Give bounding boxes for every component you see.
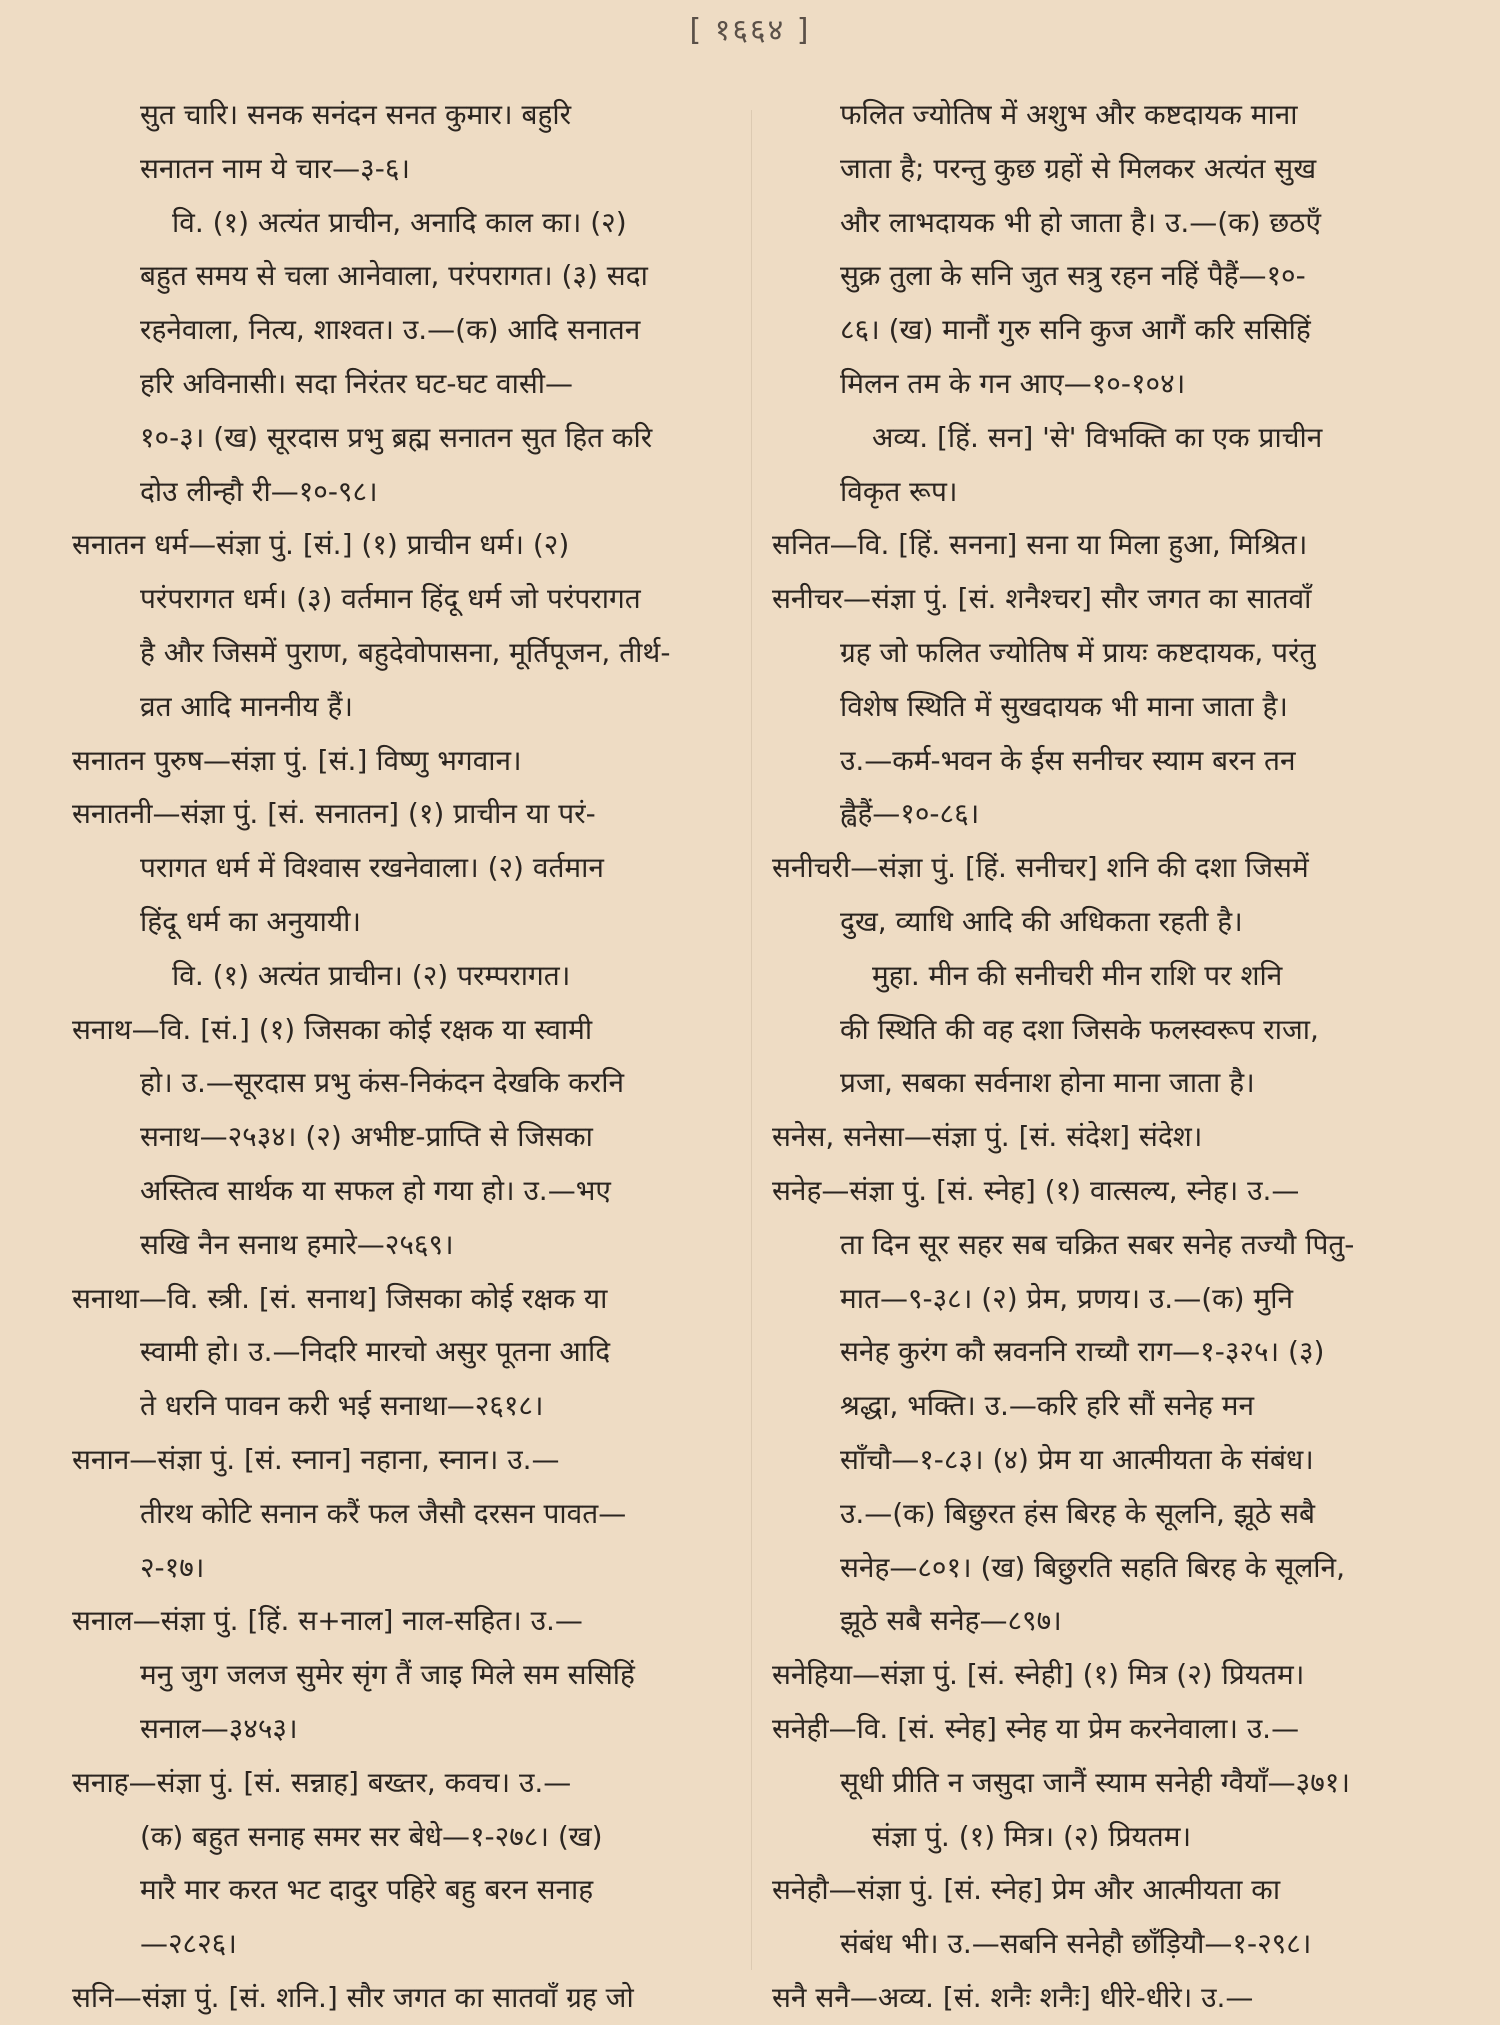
- dictionary-entry: [72, 949, 732, 1003]
- entry-line: की स्थिति की वह दशा जिसके फलस्वरूप राजा,: [840, 1012, 1319, 1046]
- entry-line: संज्ञा पुं. (१) मित्र। (२) प्रियतम।: [872, 1819, 1192, 1853]
- entry-line: ता दिन सूर सहर सब चक्रित सबर सनेह तज्यौ पितु-: [840, 1227, 1355, 1261]
- entry-line: जाता है; परन्तु कुछ ग्रहों से मिलकर अत्यंत सुख: [840, 151, 1317, 185]
- entry-line: सनेहिया—संज्ञा पुं. [सं. स्नेही] (१) मित्र (२) प्रियतम।: [772, 1658, 1305, 1692]
- entry-line: अस्तित्व सार्थक या सफल हो गया हो। उ.—भए: [140, 1173, 611, 1207]
- entry-line: बहुत समय से चला आनेवाला, परंपरागत। (३) सदा: [140, 259, 648, 293]
- entry-line: दोउ लीन्हौ री—१०-९८।: [140, 474, 378, 508]
- entry-line: परागत धर्म में विश्वास रखनेवाला। (२) वर्तमान: [140, 851, 604, 885]
- dictionary-entry: [772, 1702, 1432, 1810]
- left-column: [72, 88, 732, 2025]
- dictionary-entry: [772, 1110, 1432, 1164]
- entry-line: ह्वैहैं—१०-८६।: [840, 797, 980, 831]
- dictionary-entry: [72, 1971, 732, 2025]
- entry-line: सनित—वि. [हिं. सनना] सना या मिला हुआ, मिश्रित।: [772, 528, 1308, 562]
- dictionary-entry: [772, 572, 1432, 841]
- dictionary-entry: [772, 841, 1432, 949]
- entry-line: और लाभदायक भी हो जाता है। उ.—(क) छठएँ: [840, 205, 1321, 239]
- entry-line: सनेहौ—संज्ञा पुं. [सं. स्नेह] प्रेम और आत्मीयता का: [772, 1873, 1281, 1907]
- entry-line: विशेष स्थिति में सुखदायक भी माना जाता है।: [840, 689, 1288, 723]
- dictionary-entry: [772, 1648, 1432, 1702]
- dictionary-entry: [772, 411, 1432, 519]
- entry-line: मुहा. मीन की सनीचरी मीन राशि पर शनि: [872, 958, 1283, 992]
- entry-line: सनेही—वि. [सं. स्नेह] स्नेह या प्रेम करनेवाला। उ.—: [772, 1711, 1300, 1745]
- entry-line: है और जिसमें पुराण, बहुदेवोपासना, मूर्तिपूजन, तीर्थ-: [140, 635, 671, 669]
- dictionary-entry: [772, 1164, 1432, 1648]
- dictionary-entry: [772, 1971, 1432, 2025]
- entry-line: सनातनी—संज्ञा पुं. [सं. सनातन] (१) प्राचीन या परं-: [72, 797, 596, 831]
- entry-line: सनाल—संज्ञा पुं. [हिं. स+नाल] नाल-सहित। उ.—: [72, 1604, 583, 1638]
- dictionary-entry: [772, 1863, 1432, 1971]
- entry-line: हो। उ.—सूरदास प्रभु कंस-निकंदन देखकि करनि: [140, 1066, 625, 1100]
- dictionary-entry: [72, 1272, 732, 1433]
- dictionary-entry: [72, 88, 732, 196]
- entry-line: अव्य. [हिं. सन] 'से' विभक्ति का एक प्राचीन: [872, 420, 1323, 454]
- entry-line: संबंध भी। उ.—सबनि सनेहौ छाँड़ियौ—१-२९८।: [840, 1927, 1312, 1961]
- dictionary-entry: [72, 1594, 732, 1755]
- entry-line: सनीचरी—संज्ञा पुं. [हिं. सनीचर] शनि की दशा जिसमें: [772, 851, 1309, 885]
- entry-line: फलित ज्योतिष में अशुभ और कष्टदायक माना: [840, 98, 1298, 131]
- entry-line: सनान—संज्ञा पुं. [सं. स्नान] नहाना, स्नान। उ.—: [72, 1442, 560, 1476]
- dictionary-entry: [72, 787, 732, 948]
- entry-line: व्रत आदि माननीय हैं।: [140, 689, 354, 723]
- entry-line: सनाथ—वि. [सं.] (१) जिसका कोई रक्षक या स्वामी: [72, 1012, 593, 1046]
- entry-line: २-१७।: [140, 1550, 205, 1584]
- entry-line: सनातन धर्म—संज्ञा पुं. [सं.] (१) प्राचीन धर्म। (२): [72, 528, 570, 562]
- entry-line: सुत चारि। सनक सनंदन सनत कुमार। बहुरि: [140, 98, 572, 131]
- entry-line: सूधी प्रीति न जसुदा जानैं स्याम सनेही ग्वैयाँ—३७१।: [840, 1765, 1350, 1799]
- entry-line: सनाथ—२५३४। (२) अभीष्ट-प्राप्ति से जिसका: [140, 1120, 593, 1154]
- entry-line: सनै सनै—अव्य. [सं. शनैः शनैः] धीरे-धीरे। उ.—: [772, 1980, 1254, 2014]
- entry-line: दुख, व्याधि आदि की अधिकता रहती है।: [840, 904, 1243, 938]
- column-divider: [751, 110, 752, 1970]
- dictionary-entry: [772, 1810, 1432, 1864]
- entry-line: मनु जुग जलज सुमेर सृंग तैं जाइ मिले सम ससिहिं: [140, 1658, 635, 1692]
- dictionary-entry: [72, 1756, 732, 1971]
- entry-line: मात—९-३८। (२) प्रेम, प्रणय। उ.—(क) मुनि: [840, 1281, 1293, 1315]
- dictionary-entry: [72, 1003, 732, 1272]
- page-number: [ १६६४ ]: [689, 13, 811, 48]
- dictionary-entry: [772, 949, 1432, 1110]
- dictionary-entry: [72, 734, 732, 788]
- entry-line: तीरथ कोटि सनान करैं फल जैसौ दरसन पावत—: [140, 1496, 627, 1530]
- entry-line: (क) बहुत सनाह समर सर बेधे—१-२७८। (ख): [140, 1819, 603, 1853]
- entry-line: सखि नैन सनाथ हमारे—२५६९।: [140, 1227, 454, 1261]
- entry-line: सनातन पुरुष—संज्ञा पुं. [सं.] विष्णु भगवान।: [72, 743, 522, 777]
- entry-line: वि. (१) अत्यंत प्राचीन। (२) परम्परागत।: [172, 958, 571, 992]
- entry-line: हरि अविनासी। सदा निरंतर घट-घट वासी—: [140, 366, 573, 400]
- dictionary-entry: [72, 1433, 732, 1594]
- entry-line: सनाल—३४५३।: [140, 1711, 298, 1745]
- entry-line: प्रजा, सबका सर्वनाश होना माना जाता है।: [840, 1066, 1255, 1100]
- entry-line: श्रद्धा, भक्ति। उ.—करि हरि सौं सनेह मन: [840, 1389, 1255, 1423]
- entry-line: ग्रह जो फलित ज्योतिष में प्रायः कष्टदायक, परंतु: [840, 635, 1316, 669]
- right-column: [772, 88, 1432, 2025]
- entry-line: स्वामी हो। उ.—निदरि मारचो असुर पूतना आदि: [140, 1335, 611, 1369]
- dictionary-entry: [772, 518, 1432, 572]
- entry-line: ८६। (ख) मानौं गुरु सनि कुज आगैं करि ससिहिं: [840, 313, 1311, 347]
- entry-line: झूठे सबै सनेह—८९७।: [840, 1604, 1062, 1638]
- entry-line: सनीचर—संज्ञा पुं. [सं. शनैश्चर] सौर जगत का सातवाँ: [772, 582, 1312, 616]
- entry-line: सुक्र तुला के सनि जुत सत्रु रहन नहिं पैहैं—१०-: [840, 259, 1306, 293]
- entry-line: —२८२६।: [140, 1927, 237, 1961]
- entry-line: सनाह—संज्ञा पुं. [सं. सन्नाह] बख्तर, कवच। उ.—: [72, 1765, 572, 1799]
- entry-line: १०-३। (ख) सूरदास प्रभु ब्रह्म सनातन सुत हित करि: [140, 420, 653, 454]
- entry-line: सनेह कुरंग कौ स्रवननि राच्यौ राग—१-३२५। (३): [840, 1335, 1325, 1369]
- dictionary-entry: [72, 518, 732, 733]
- entry-line: सनेह—८०१। (ख) बिछुरति सहति बिरह के सूलनि,: [840, 1550, 1345, 1584]
- entry-line: सनि—संज्ञा पुं. [सं. शनि.] सौर जगत का सातवाँ ग्रह जो: [72, 1980, 634, 2014]
- entry-line: सनेस, सनेसा—संज्ञा पुं. [सं. संदेश] संदेश।: [772, 1120, 1203, 1154]
- dictionary-entry: [772, 88, 1432, 411]
- entry-line: साँचौ—१-८३। (४) प्रेम या आत्मीयता के संबंध।: [840, 1442, 1314, 1476]
- entry-line: विकृत रूप।: [840, 474, 958, 508]
- entry-line: मिलन तम के गन आए—१०-१०४।: [840, 366, 1186, 400]
- entry-line: परंपरागत धर्म। (३) वर्तमान हिंदू धर्म जो परंपरागत: [140, 582, 641, 616]
- entry-line: सनेह—संज्ञा पुं. [सं. स्नेह] (१) वात्सल्य, स्नेह। उ.—: [772, 1173, 1300, 1207]
- entry-line: सनातन नाम ये चार—३-६।: [140, 151, 411, 185]
- entry-line: ते धरनि पावन करी भई सनाथा—२६१८।: [140, 1389, 544, 1423]
- dictionary-entry: [72, 196, 732, 519]
- entry-line: वि. (१) अत्यंत प्राचीन, अनादि काल का। (२): [172, 205, 627, 239]
- entry-line: उ.—(क) बिछुरत हंस बिरह के सूलनि, झूठे सबै: [840, 1496, 1315, 1530]
- entry-line: रहनेवाला, नित्य, शाश्वत। उ.—(क) आदि सनातन: [140, 313, 641, 347]
- entry-line: मारै मार करत भट दादुर पहिरे बहु बरन सनाह: [140, 1873, 594, 1907]
- entry-line: उ.—कर्म-भवन के ईस सनीचर स्याम बरन तन: [840, 743, 1296, 777]
- entry-line: सनाथा—वि. स्त्री. [सं. सनाथ] जिसका कोई रक्षक या: [72, 1281, 608, 1315]
- entry-line: हिंदू धर्म का अनुयायी।: [140, 904, 361, 938]
